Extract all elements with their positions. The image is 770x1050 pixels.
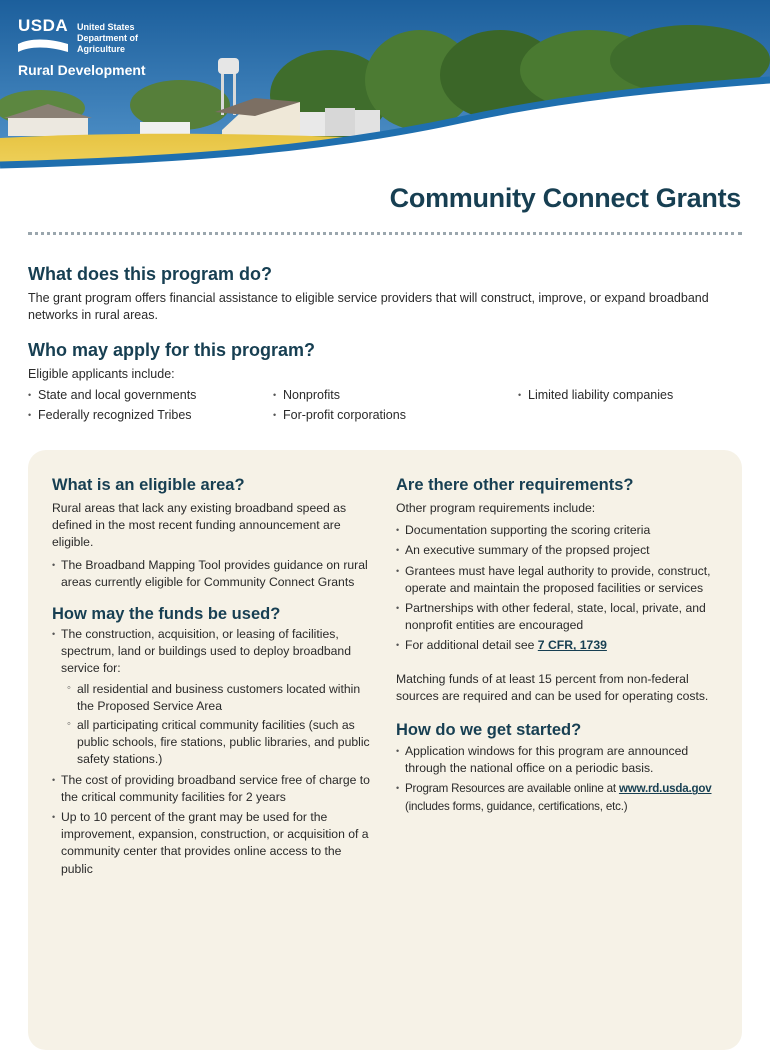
- list-item: • The cost of providing broadband service free of charge to the critical community facilities for 2 years: [52, 772, 376, 806]
- detail-prefix: For additional detail see: [405, 638, 538, 653]
- list-item: • Federally recognized Tribes: [28, 405, 196, 425]
- section-intro: Other program requirements include:: [396, 501, 596, 515]
- usda-logo: USDA: [18, 16, 69, 35]
- list-item: • For-profit corporations: [273, 405, 406, 425]
- section-heading: What does this program do?: [28, 264, 273, 284]
- applicant-list-col3: [518, 385, 673, 405]
- requirements-list: [396, 522, 724, 654]
- sublist-item: ◦ all participating critical community facilities (such as public schools, fire stations, public libraries, and public safety stations.): [61, 717, 376, 769]
- section-text: Rural areas that lack any existing broadband speed as defined in the most recent funding announcement are eligible.: [52, 501, 347, 550]
- info-right-column: [396, 476, 724, 818]
- section-text: The grant program offers financial assistance to eligible service providers that will construct, improve, or expand broadband networks in rural areas.: [28, 291, 709, 322]
- agency-name-line: United States: [77, 22, 135, 32]
- sublist-item: ◦ all residential and business customers located within the Proposed Service Area: [61, 681, 376, 715]
- list-item: • Documentation supporting the scoring criteria: [396, 522, 724, 539]
- resources-prefix: Program Resources are available online at: [405, 782, 619, 796]
- rd-usda-link[interactable]: www.rd.usda.gov: [618, 782, 712, 796]
- list-item: • Up to 10 percent of the grant may be used for the improvement, expansion, construction, or acquisition of a community center that provides online access to the public: [52, 809, 376, 878]
- info-left-column: [52, 476, 376, 881]
- list-item: • State and local governments: [28, 385, 196, 405]
- matching-funds-text: Matching funds of at least 15 percent from non-federal sources are required and can be used for operating costs.: [396, 671, 709, 703]
- agency-name-line: Department of: [77, 33, 139, 43]
- eligible-area-list: [52, 557, 376, 591]
- list-item: [396, 780, 724, 814]
- agency-name: [77, 22, 157, 55]
- list-item: [52, 626, 376, 769]
- getting-started-list: [396, 743, 724, 815]
- section-what-program-does: [28, 264, 742, 324]
- agency-name-line: Agriculture: [77, 44, 126, 54]
- list-item-text: The construction, acquisition, or leasing of facilities, spectrum, land or buildings used to deploy broadband service for:: [61, 627, 351, 676]
- list-item: • Partnerships with other federal, state, local, private, and nonprofit entities are encouraged: [396, 600, 724, 634]
- section-heading: Who may apply for this program?: [28, 340, 316, 360]
- list-item: • Grantees must have legal authority to provide, construct, operate and maintain the proposed facilities or services: [396, 563, 724, 597]
- list-item: • Application windows for this program are announced through the national office on a periodic basis.: [396, 743, 724, 777]
- division-name: Rural Development: [18, 62, 146, 78]
- funds-list: [52, 626, 376, 878]
- list-item: • The Broadband Mapping Tool provides guidance on rural areas currently eligible for Community Connect Grants: [52, 557, 376, 591]
- page-title: Community Connect Grants: [389, 183, 741, 213]
- list-item: • An executive summary of the propsed project: [396, 542, 724, 559]
- section-intro: Eligible applicants include:: [28, 367, 175, 381]
- list-item: • Limited liability companies: [518, 385, 673, 405]
- section-heading: What is an eligible area?: [52, 476, 245, 494]
- applicant-list-col2: [273, 385, 406, 425]
- header-banner: [0, 0, 770, 190]
- list-item: • Nonprofits: [273, 385, 406, 405]
- applicant-list-col1: [28, 385, 196, 425]
- section-heading: How may the funds be used?: [52, 605, 281, 624]
- section-heading: Are there other requirements?: [396, 476, 634, 494]
- resources-suffix: (includes forms, guidance, certifications, etc.): [405, 799, 628, 813]
- section-who-may-apply: [28, 340, 742, 383]
- list-item: [396, 637, 724, 654]
- section-heading: How do we get started?: [396, 721, 582, 740]
- cfr-link[interactable]: 7 CFR, 1739: [537, 638, 607, 653]
- dotted-divider: [28, 232, 742, 235]
- funds-sublist: [61, 681, 376, 769]
